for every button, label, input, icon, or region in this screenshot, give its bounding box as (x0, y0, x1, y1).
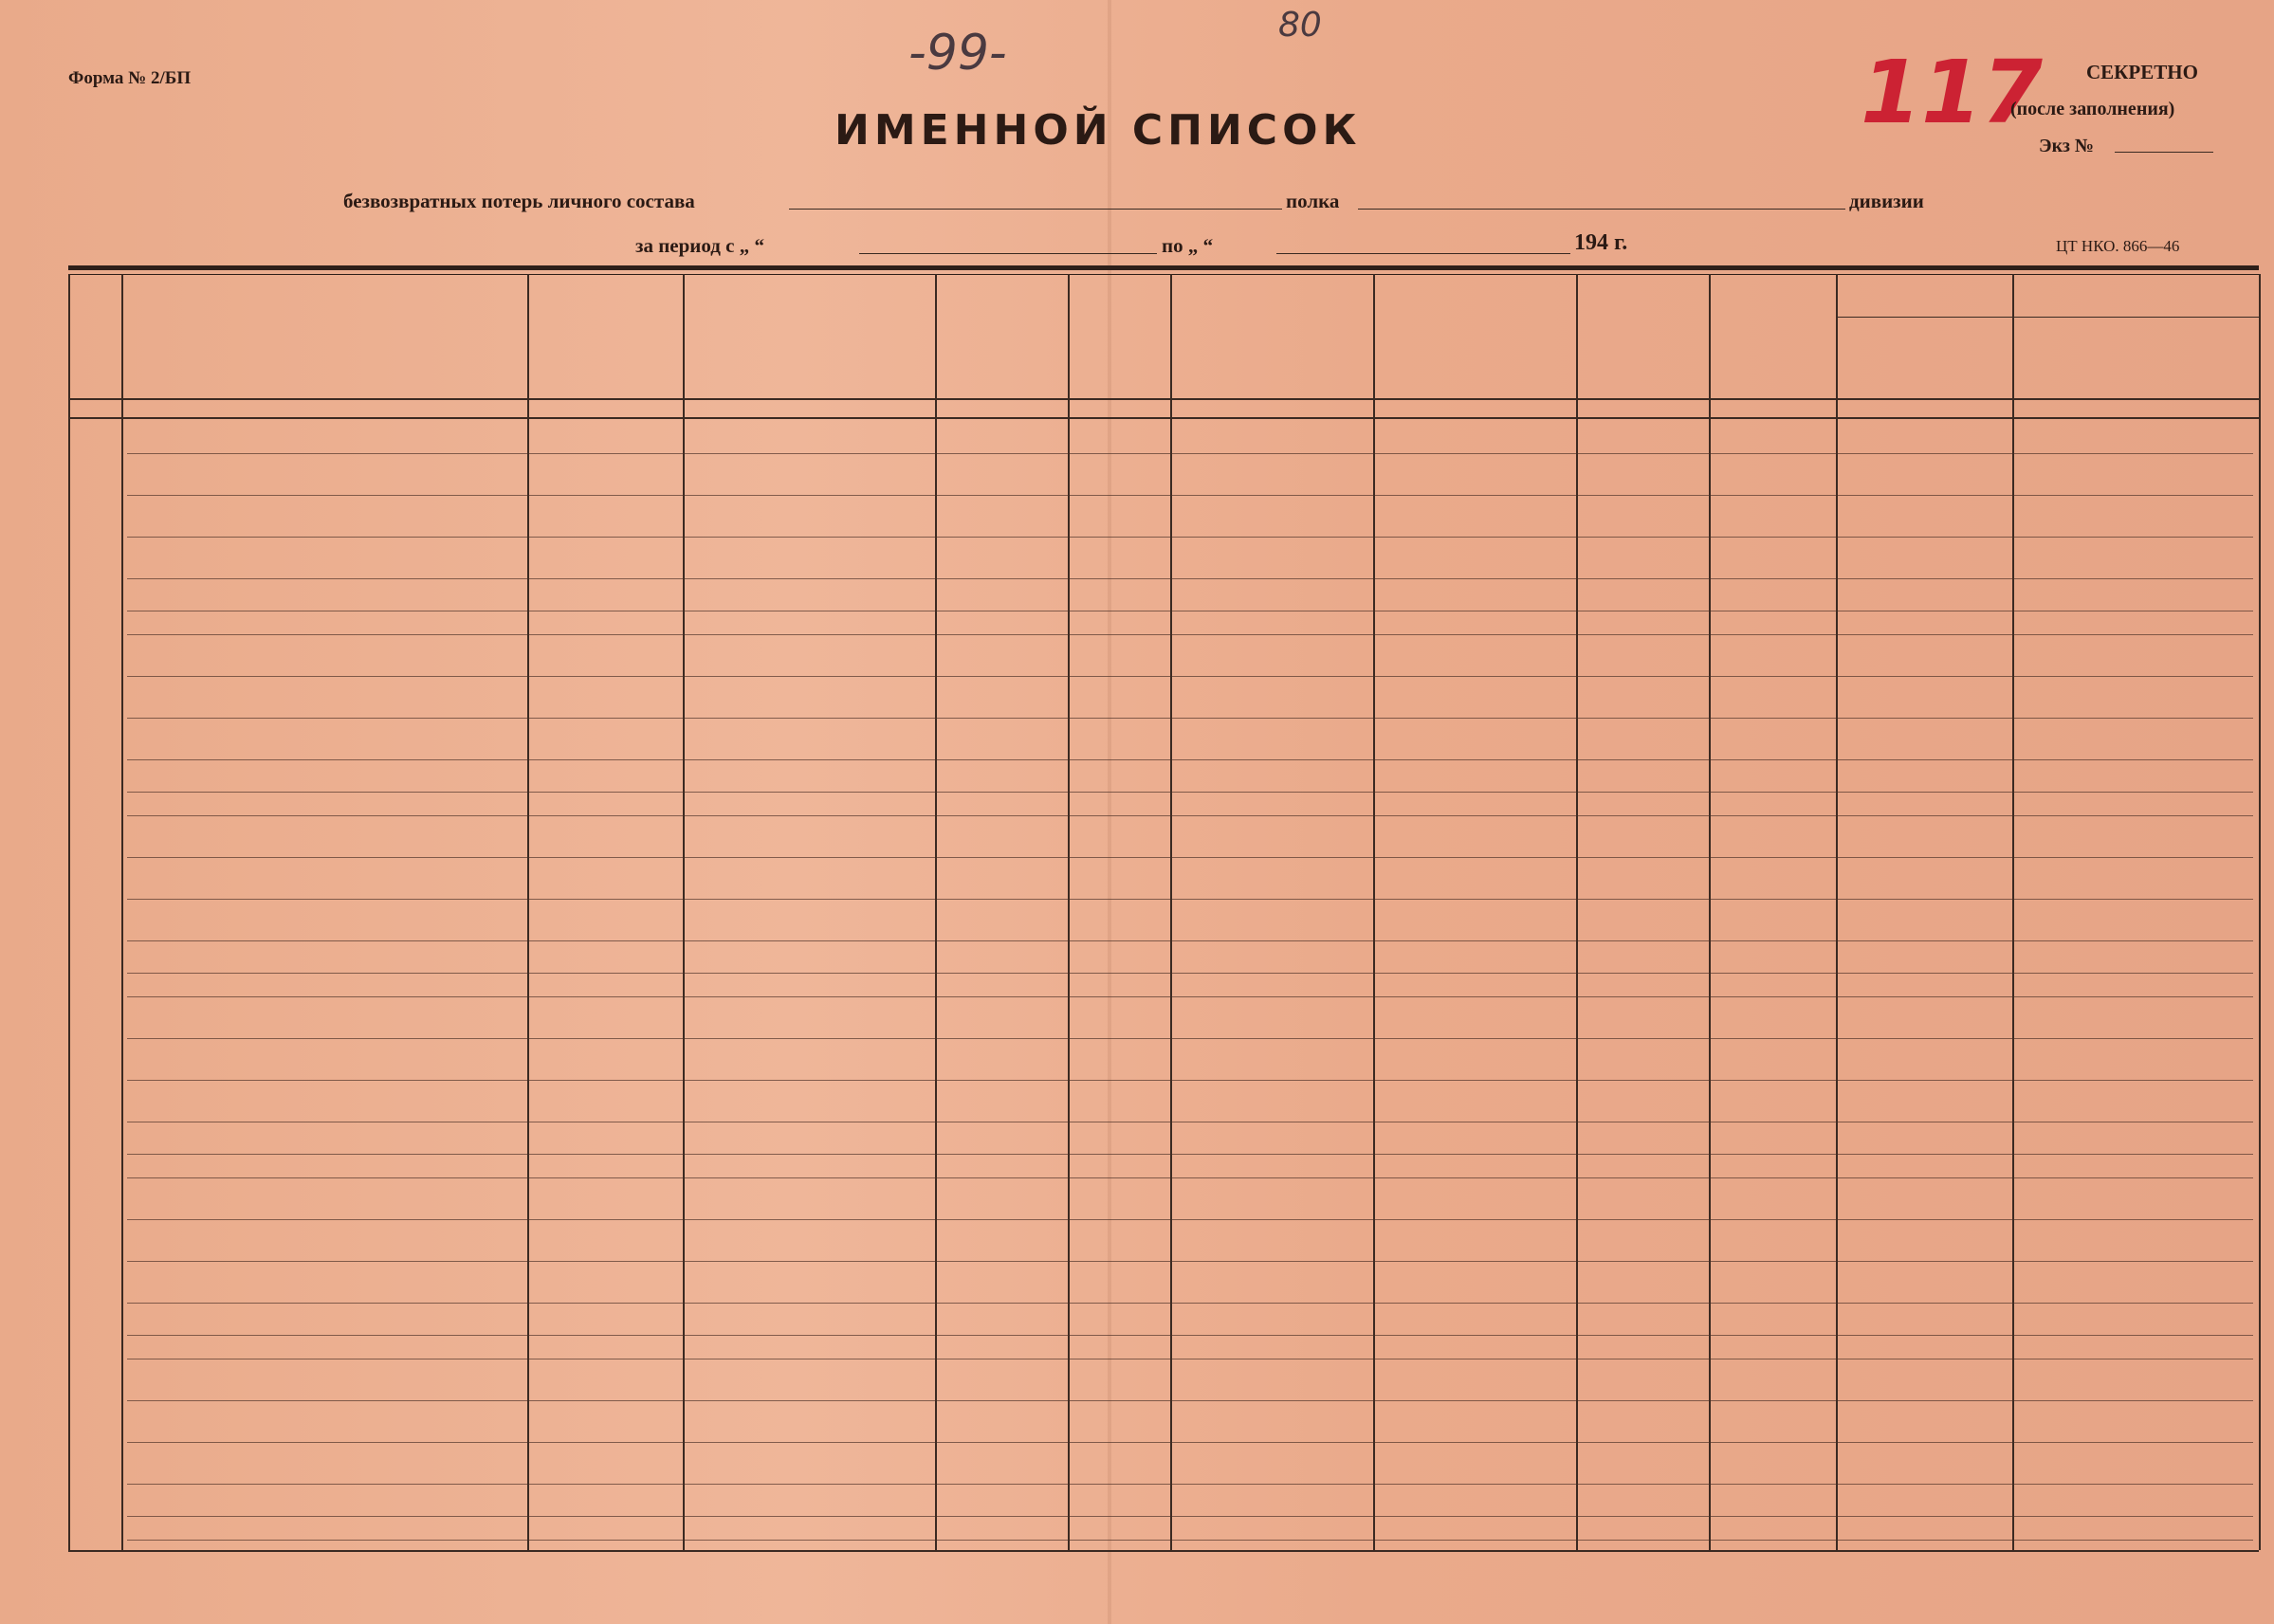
row-line (127, 940, 2253, 941)
ctnko-code: ЦТ НКО. 866—46 (2056, 237, 2180, 255)
copy-number-label: Экз № (2039, 136, 2094, 156)
header-rule-thin (68, 274, 2259, 275)
period-start-line (859, 253, 1157, 254)
row-line (127, 759, 2253, 760)
relatives-group-line (1836, 317, 2259, 318)
row-line (127, 1540, 2253, 1541)
column-header-9 (1580, 280, 1705, 392)
pencil-page-number-2: 80 (1278, 6, 1322, 45)
row-line (127, 1219, 2253, 1220)
division-label: дивизии (1849, 190, 1924, 212)
row-line (127, 634, 2253, 635)
row-line (127, 676, 2253, 677)
row-line (127, 1303, 2253, 1304)
regiment-label: полка (1286, 190, 1340, 212)
period-to-label: по „ “ (1162, 234, 1214, 257)
column-header-11 (1840, 324, 2008, 392)
row-line (127, 973, 2253, 974)
row-line (127, 792, 2253, 793)
row-line (127, 899, 2253, 900)
column-header-5 (939, 280, 1064, 392)
period-label: за период с „ “ (635, 234, 764, 257)
copy-number-line (2115, 152, 2213, 153)
row-line (127, 1261, 2253, 1262)
row-line (127, 815, 2253, 816)
row-line (127, 495, 2253, 496)
pencil-page-number: -99- (908, 25, 1007, 82)
header-bottom-line (68, 398, 2259, 400)
regiment-line (1358, 209, 1845, 210)
row-line (127, 718, 2253, 719)
column-border (2259, 274, 2261, 1550)
red-stamp-number: 117 (1861, 42, 2044, 143)
column-header-3 (531, 280, 679, 392)
row-line (127, 1038, 2253, 1039)
column-header-10 (1713, 280, 1832, 392)
column-header-7 (1174, 280, 1369, 392)
row-line (127, 537, 2253, 538)
secret-label: СЕКРЕТНО (2086, 61, 2198, 83)
row-line (127, 1516, 2253, 1517)
column-border (121, 274, 123, 1550)
row-line (127, 1400, 2253, 1401)
column-header-12 (2016, 324, 2255, 392)
column-header-2 (125, 280, 523, 392)
column-header-6 (1072, 280, 1166, 392)
row-line (127, 1080, 2253, 1081)
column-header-1 (72, 280, 118, 392)
row-line (127, 996, 2253, 997)
relatives-group-header (1840, 279, 2255, 313)
row-line (127, 1154, 2253, 1155)
row-line (127, 578, 2253, 579)
column-header-8 (1377, 280, 1572, 392)
header-rule-thick (68, 265, 2259, 270)
colnum-bottom-line (68, 417, 2259, 419)
table-bottom-line (68, 1550, 2259, 1552)
row-line (127, 1335, 2253, 1336)
year-label: 194 г. (1574, 230, 1628, 255)
row-line (127, 1484, 2253, 1485)
losses-label: безвозвратных потерь личного состава (343, 190, 695, 212)
row-line (127, 453, 2253, 454)
page-fold (1108, 0, 1111, 1624)
after-fill-label: (после заполнения) (2010, 99, 2175, 119)
form-number: Форма № 2/БП (68, 68, 192, 88)
row-line (127, 857, 2253, 858)
period-end-line (1276, 253, 1570, 254)
document-title: ИМЕННОЙ СПИСОК (834, 106, 1362, 155)
row-line (127, 1177, 2253, 1178)
losses-line (789, 209, 1282, 210)
row-line (127, 1442, 2253, 1443)
column-header-4 (687, 280, 931, 392)
column-border (68, 274, 70, 1550)
